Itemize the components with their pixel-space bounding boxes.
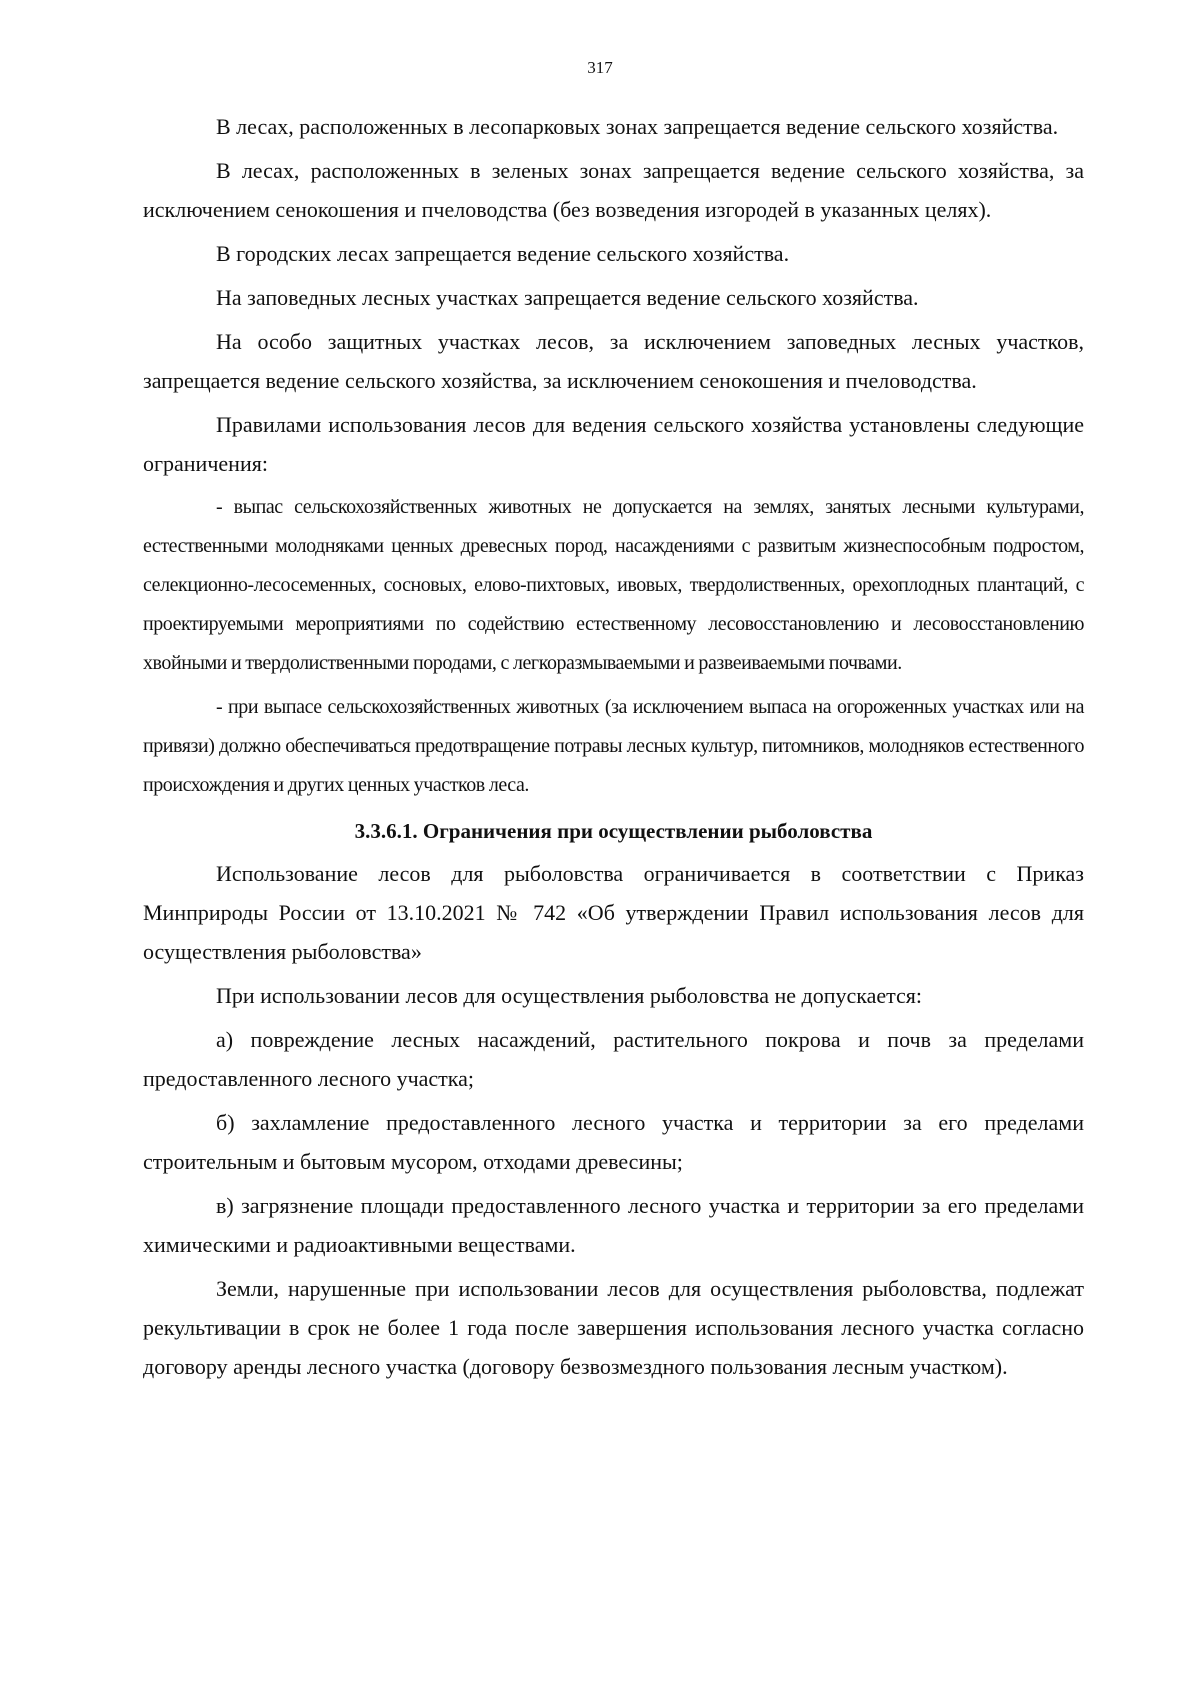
paragraph-urban-forests: В городских лесах запрещается ведение сельского хозяйства. [216, 241, 790, 266]
document-body [143, 107, 1084, 1391]
list-item-pollution: в) загрязнение площади предоставленного лесного участка и территории за его пределами химическими и радиоактивными веществами. [143, 1193, 1084, 1257]
paragraph-green-zones: В лесах, расположенных в зеленых зонах запрещается ведение сельского хозяйства, за исключением сенокошения и пчеловодства (без возведения изгородей в указанных целях). [143, 158, 1084, 222]
restriction-grazing-prevention: - при выпасе сельскохозяйственных животных (за исключением выпаса на огороженных участках или на привязи) должно обеспечиваться предотвращение потравы лесных культур, питомников, молодняков естественного происхождения и других ценных участков леса. [143, 696, 1084, 796]
list-item-littering: б) захламление предоставленного лесного участка и территории за его пределами строительным и бытовым мусором, отходами древесины; [143, 1110, 1084, 1174]
restriction-grazing-lands: - выпас сельскохозяйственных животных не допускается на землях, занятых лесными культурами, естественными молодняками ценных древесных пород, насаждениями с развитым жизнеспособным подростом, селекционно-лесосеменных, сосновых, елово-пихтовых, ивовых, твердолиственных, орехоплодных плантаций, с проектируемыми мероприятиями по содействию естественному лесовосстановлению и лесовосстановлению хвойными и твердолиственными породами, с легкоразмываемыми и развеиваемыми почвами. [143, 496, 1084, 674]
paragraph-reserved-plots: На заповедных лесных участках запрещается ведение сельского хозяйства. [216, 285, 919, 310]
paragraph-fishing-prohibited-intro: При использовании лесов для осуществления рыболовства не допускается: [216, 983, 923, 1008]
page-number: 317 [587, 58, 613, 77]
paragraph-agriculture-rules-intro: Правилами использования лесов для ведения сельского хозяйства установлены следующие ограничения: [143, 412, 1084, 476]
paragraph-forest-park-zones: В лесах, расположенных в лесопарковых зонах запрещается ведение сельского хозяйства. [216, 114, 1059, 139]
paragraph-protective-plots: На особо защитных участках лесов, за исключением заповедных лесных участков, запрещается ведение сельского хозяйства, за исключением сенокошения и пчеловодства. [143, 329, 1084, 393]
paragraph-fishing-order: Использование лесов для рыболовства ограничивается в соответствии с Приказ Минприроды России от 13.10.2021 № 742 «Об утверждении Правил использования лесов для осуществления рыболовства» [143, 861, 1084, 964]
list-item-damage: а) повреждение лесных насаждений, растительного покрова и почв за пределами предоставленного лесного участка; [143, 1027, 1084, 1091]
paragraph-recultivation: Земли, нарушенные при использовании лесов для осуществления рыболовства, подлежат рекультивации в срок не более 1 года после завершения использования лесного участка согласно договору аренды лесного участка (договору безвозмездного пользования лесным участком). [143, 1276, 1084, 1379]
section-heading-fishing: 3.3.6.1. Ограничения при осуществлении рыболовства [354, 819, 873, 843]
